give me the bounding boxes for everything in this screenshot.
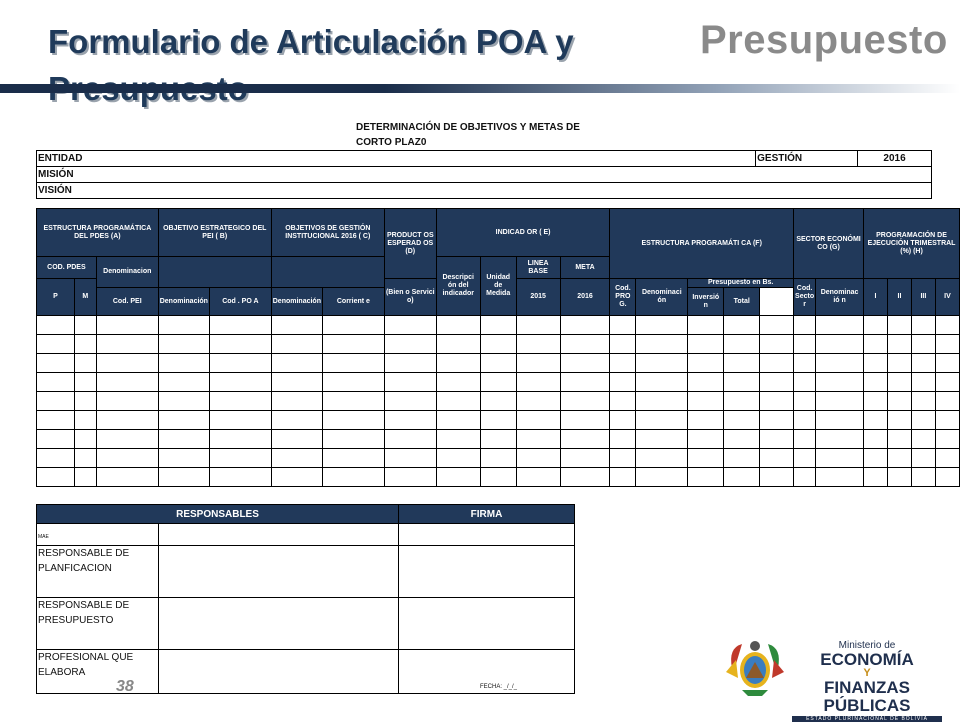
table-cell[interactable] [560,373,610,392]
table-cell[interactable] [688,430,724,449]
table-cell[interactable] [209,392,271,411]
table-cell[interactable] [96,392,158,411]
table-cell[interactable] [560,468,610,487]
table-cell[interactable] [887,354,911,373]
table-cell[interactable] [322,449,384,468]
table-cell[interactable] [688,373,724,392]
table-cell[interactable] [74,335,96,354]
header-2016: 2016 [560,279,610,316]
table-cell[interactable] [271,354,322,373]
table-cell[interactable] [794,373,816,392]
table-cell[interactable] [935,392,959,411]
table-cell[interactable] [887,468,911,487]
header-linea-base: LINEA BASE [516,257,560,279]
table-cell[interactable] [209,335,271,354]
header-2015: 2015 [516,279,560,316]
table-cell[interactable] [816,449,864,468]
gestion-label: GESTIÓN [756,151,858,167]
table-cell[interactable] [610,411,636,430]
table-cell[interactable] [96,335,158,354]
table-cell[interactable] [760,316,794,335]
table-cell[interactable] [610,373,636,392]
header-unidad-medida: Unidad de Medida [480,257,516,316]
table-cell[interactable] [516,354,560,373]
table-cell[interactable] [560,354,610,373]
table-cell[interactable] [96,430,158,449]
table-cell[interactable] [760,449,794,468]
header-cod-poa: Cod . PO A [209,288,271,316]
table-cell[interactable] [209,449,271,468]
table-row [37,449,960,468]
table-cell[interactable] [158,411,209,430]
header-q4: IV [935,279,959,316]
entidad-label: ENTIDAD [37,151,756,167]
header-denominacion-c: Denominación [271,288,322,316]
header-denominacion: Denominacion [96,257,158,288]
table-cell[interactable] [158,449,209,468]
table-cell[interactable] [322,411,384,430]
table-cell[interactable] [322,430,384,449]
header-indicador: INDICAD OR ( E) [436,209,610,257]
table-cell[interactable] [610,392,636,411]
table-cell[interactable] [384,316,436,335]
table-cell[interactable] [209,430,271,449]
table-cell[interactable] [209,411,271,430]
table-cell[interactable] [794,430,816,449]
table-cell[interactable] [760,468,794,487]
table-cell[interactable] [794,354,816,373]
header-objetivos-gestion: OBJETIVOS DE GESTIÓN INSTITUCIONAL 2016 ( C) [271,209,384,257]
table-cell[interactable] [384,449,436,468]
presupuesto-name-cell[interactable] [159,598,399,650]
table-row [37,373,960,392]
header-q3: III [911,279,935,316]
table-cell[interactable] [516,468,560,487]
form-body-rows [37,316,960,487]
table-cell[interactable] [760,411,794,430]
table-cell[interactable] [271,392,322,411]
table-cell[interactable] [436,373,480,392]
table-cell[interactable] [760,392,794,411]
header-m: M [74,279,96,316]
logo-line-2: ECONOMÍA [820,650,914,669]
table-cell[interactable] [688,449,724,468]
header-q1: I [864,279,888,316]
table-cell[interactable] [911,449,935,468]
table-cell[interactable] [480,468,516,487]
table-cell[interactable] [610,449,636,468]
header-denominacion-f: Denominaci ón [636,279,688,316]
table-cell[interactable] [636,468,688,487]
table-cell[interactable] [911,335,935,354]
table-cell[interactable] [74,373,96,392]
table-cell[interactable] [636,392,688,411]
table-cell[interactable] [724,468,760,487]
logo-line-5: ESTADO PLURINACIONAL DE BOLIVIA [792,716,942,722]
table-cell[interactable] [209,468,271,487]
table-cell[interactable] [480,430,516,449]
table-cell[interactable] [158,392,209,411]
table-cell[interactable] [760,354,794,373]
table-cell[interactable] [724,411,760,430]
table-cell[interactable] [74,316,96,335]
table-cell[interactable] [271,316,322,335]
table-cell[interactable] [322,392,384,411]
table-cell[interactable] [794,335,816,354]
table-cell[interactable] [37,335,75,354]
table-cell[interactable] [560,430,610,449]
table-cell[interactable] [724,354,760,373]
table-cell[interactable] [610,468,636,487]
header-presupuesto: Presupuesto en Bs. [688,279,794,288]
table-cell[interactable] [384,354,436,373]
header-objetivo-pei: OBJETIVO ESTRATEGICO DEL PEI ( B) [158,209,271,257]
header-corriente: Corrient e [322,288,384,316]
table-cell[interactable] [436,430,480,449]
title-underline [0,84,960,93]
table-cell[interactable] [480,373,516,392]
bolivia-coat-of-arms-icon [722,638,788,698]
table-cell[interactable] [271,449,322,468]
table-cell[interactable] [436,449,480,468]
table-cell[interactable] [935,335,959,354]
table-cell[interactable] [74,392,96,411]
table-cell[interactable] [887,449,911,468]
table-cell[interactable] [816,468,864,487]
table-cell[interactable] [688,354,724,373]
table-row [37,335,960,354]
table-cell[interactable] [436,316,480,335]
table-row [37,316,960,335]
table-cell[interactable] [610,354,636,373]
table-cell[interactable] [384,392,436,411]
table-cell[interactable] [760,373,794,392]
table-cell[interactable] [158,316,209,335]
header-productos: PRODUCT OS ESPERAD OS (D) [384,209,436,279]
header-estructura-pdes: ESTRUCTURA PROGRAMÁTICA DEL PDES (A) [37,209,159,257]
table-cell[interactable] [271,335,322,354]
table-cell[interactable] [96,354,158,373]
table-cell[interactable] [271,411,322,430]
table-cell[interactable] [610,335,636,354]
table-cell[interactable] [911,411,935,430]
table-cell[interactable] [37,430,75,449]
logo-line-3: Y [863,667,871,679]
ministerio-logo [792,640,942,722]
table-cell[interactable] [935,449,959,468]
table-cell[interactable] [37,354,75,373]
table-cell[interactable] [322,316,384,335]
mision-label: MISIÓN [37,167,932,183]
logo-line-4: FINANZAS PÚBLICAS [823,678,911,715]
table-cell[interactable] [209,316,271,335]
table-cell[interactable] [560,392,610,411]
table-cell[interactable] [436,354,480,373]
header-firma: FIRMA [399,505,575,524]
table-cell[interactable] [610,430,636,449]
table-cell[interactable] [436,392,480,411]
header-responsables: RESPONSABLES [37,505,399,524]
header-meta: META [560,257,610,279]
table-cell[interactable] [794,411,816,430]
header-sector: SECTOR ECONÓMI CO (G) [794,209,864,279]
table-cell[interactable] [74,354,96,373]
table-cell[interactable] [384,335,436,354]
table-cell[interactable] [724,335,760,354]
table-cell[interactable] [724,316,760,335]
table-cell[interactable] [688,335,724,354]
table-cell[interactable] [911,430,935,449]
header-bien-servicio: (Bien o Servici o) [384,279,436,316]
table-cell[interactable] [887,373,911,392]
table-cell[interactable] [887,392,911,411]
table-cell[interactable] [688,468,724,487]
table-cell[interactable] [887,335,911,354]
table-cell[interactable] [37,468,75,487]
table-cell[interactable] [480,449,516,468]
table-cell[interactable] [209,373,271,392]
responsable-planificacion-label: RESPONSABLE DE PLANFICACION [37,546,159,598]
table-cell[interactable] [935,373,959,392]
table-cell[interactable] [816,392,864,411]
table-cell[interactable] [74,411,96,430]
table-cell[interactable] [322,335,384,354]
table-row [37,411,960,430]
header-q2: II [887,279,911,316]
table-cell[interactable] [610,316,636,335]
table-cell[interactable] [271,373,322,392]
table-cell[interactable] [794,468,816,487]
table-cell[interactable] [864,430,888,449]
table-cell[interactable] [864,411,888,430]
header-programacion: PROGRAMACIÓN DE EJECUCIÓN TRIMESTRAL (%) (H) [864,209,960,279]
table-cell[interactable] [636,316,688,335]
table-cell[interactable] [158,335,209,354]
table-cell[interactable] [96,449,158,468]
table-cell[interactable] [816,316,864,335]
table-cell[interactable] [688,411,724,430]
table-cell[interactable] [636,411,688,430]
header-pei-codes [158,257,271,288]
table-cell[interactable] [480,335,516,354]
slide-title: Formulario de Articulación POA y [48,23,574,60]
table-cell[interactable] [911,468,935,487]
table-cell[interactable] [887,411,911,430]
table-cell[interactable] [384,411,436,430]
table-cell[interactable] [864,354,888,373]
table-cell[interactable] [816,335,864,354]
table-cell[interactable] [864,373,888,392]
table-cell[interactable] [271,468,322,487]
header-estructura-programatica: ESTRUCTURA PROGRAMÁTI CA (F) [610,209,794,279]
table-cell[interactable] [158,468,209,487]
table-cell[interactable] [864,335,888,354]
vision-label: VISIÓN [37,183,932,199]
table-cell[interactable] [816,354,864,373]
header-cod-prog: Cod. PRO G. [610,279,636,316]
table-cell[interactable] [516,335,560,354]
table-cell[interactable] [864,316,888,335]
table-cell[interactable] [322,354,384,373]
table-cell[interactable] [724,392,760,411]
table-row [37,392,960,411]
table-cell[interactable] [436,468,480,487]
profesional-elabora-label: PROFESIONAL QUE ELABORA [37,650,159,694]
table-cell[interactable] [560,335,610,354]
table-cell[interactable] [935,430,959,449]
table-cell[interactable] [688,316,724,335]
header-total: Total [724,288,760,316]
table-cell[interactable] [37,411,75,430]
gestion-value: 2016 [858,151,932,167]
table-cell[interactable] [636,354,688,373]
table-cell[interactable] [96,468,158,487]
table-cell[interactable] [480,316,516,335]
table-cell[interactable] [480,392,516,411]
table-cell[interactable] [688,392,724,411]
table-cell[interactable] [271,430,322,449]
table-cell[interactable] [724,430,760,449]
table-cell[interactable] [760,335,794,354]
header-denominacion-b: Denominación [158,288,209,316]
fecha-label: FECHA: _/_/_ [480,684,518,690]
table-cell[interactable] [816,411,864,430]
table-cell[interactable] [911,373,935,392]
table-cell[interactable] [37,449,75,468]
logo-line-1: Ministerio de [838,640,896,651]
presupuesto-firma-cell[interactable] [399,598,575,650]
table-cell[interactable] [516,373,560,392]
table-cell[interactable] [209,354,271,373]
table-cell[interactable] [516,449,560,468]
table-cell[interactable] [724,373,760,392]
entity-info-table [36,150,932,199]
table-cell[interactable] [516,411,560,430]
table-cell[interactable] [935,411,959,430]
form-subtitle: DETERMINACIÓN DE OBJETIVOS Y METAS DE CORTO PLAZ0 [356,122,580,148]
table-cell[interactable] [864,468,888,487]
page-number: 38 [116,678,134,695]
header-denominacion-g: Denominac ió n [816,279,864,316]
header-gestion-codes [271,257,384,288]
table-cell[interactable] [935,354,959,373]
table-cell[interactable] [794,316,816,335]
table-cell[interactable] [516,430,560,449]
table-cell[interactable] [158,430,209,449]
table-cell[interactable] [96,316,158,335]
table-cell[interactable] [911,316,935,335]
mae-label: MAE [37,524,159,546]
table-cell[interactable] [37,373,75,392]
table-cell[interactable] [384,468,436,487]
table-cell[interactable] [516,316,560,335]
table-cell[interactable] [322,468,384,487]
table-cell[interactable] [636,449,688,468]
table-cell[interactable] [74,468,96,487]
table-cell[interactable] [636,430,688,449]
table-cell[interactable] [816,373,864,392]
planificacion-firma-cell[interactable] [399,546,575,598]
table-cell[interactable] [436,335,480,354]
table-cell[interactable] [887,430,911,449]
table-cell[interactable] [37,392,75,411]
elabora-name-cell[interactable] [159,650,399,694]
mae-firma-cell[interactable] [399,524,575,546]
table-cell[interactable] [794,392,816,411]
table-cell[interactable] [74,430,96,449]
table-cell[interactable] [96,411,158,430]
mae-name-cell[interactable] [159,524,399,546]
articulation-table [36,208,960,487]
table-cell[interactable] [935,468,959,487]
table-cell[interactable] [560,316,610,335]
table-cell[interactable] [384,373,436,392]
table-cell[interactable] [158,354,209,373]
table-cell[interactable] [760,430,794,449]
table-cell[interactable] [724,449,760,468]
title-shadow-text: Presupuesto [700,18,948,62]
header-p: P [37,279,75,316]
table-cell[interactable] [560,411,610,430]
table-cell[interactable] [864,392,888,411]
table-cell[interactable] [516,392,560,411]
table-cell[interactable] [436,411,480,430]
planificacion-name-cell[interactable] [159,546,399,598]
table-cell[interactable] [560,449,610,468]
table-cell[interactable] [37,316,75,335]
table-cell[interactable] [480,411,516,430]
table-cell[interactable] [887,316,911,335]
table-cell[interactable] [480,354,516,373]
table-cell[interactable] [911,354,935,373]
table-cell[interactable] [322,373,384,392]
responsable-presupuesto-label: RESPONSABLE DE PRESUPUESTO [37,598,159,650]
table-cell[interactable] [636,373,688,392]
table-row [37,354,960,373]
table-cell[interactable] [636,335,688,354]
header-cod-pdes: COD. PDES [37,257,97,279]
table-cell[interactable] [816,430,864,449]
table-cell[interactable] [864,449,888,468]
table-row [37,430,960,449]
header-descripcion-indicador: Descripci ón del indicador [436,257,480,316]
header-inversion: Inversió n [688,288,724,316]
table-cell[interactable] [96,373,158,392]
table-cell[interactable] [794,449,816,468]
table-cell[interactable] [935,316,959,335]
header-cod-pei: Cod. PEI [96,288,158,316]
table-cell[interactable] [74,449,96,468]
table-cell[interactable] [911,392,935,411]
responsables-table [36,504,575,694]
table-row [37,468,960,487]
table-cell[interactable] [384,430,436,449]
table-cell[interactable] [158,373,209,392]
header-cod-sector: Cod. Secto r [794,279,816,316]
